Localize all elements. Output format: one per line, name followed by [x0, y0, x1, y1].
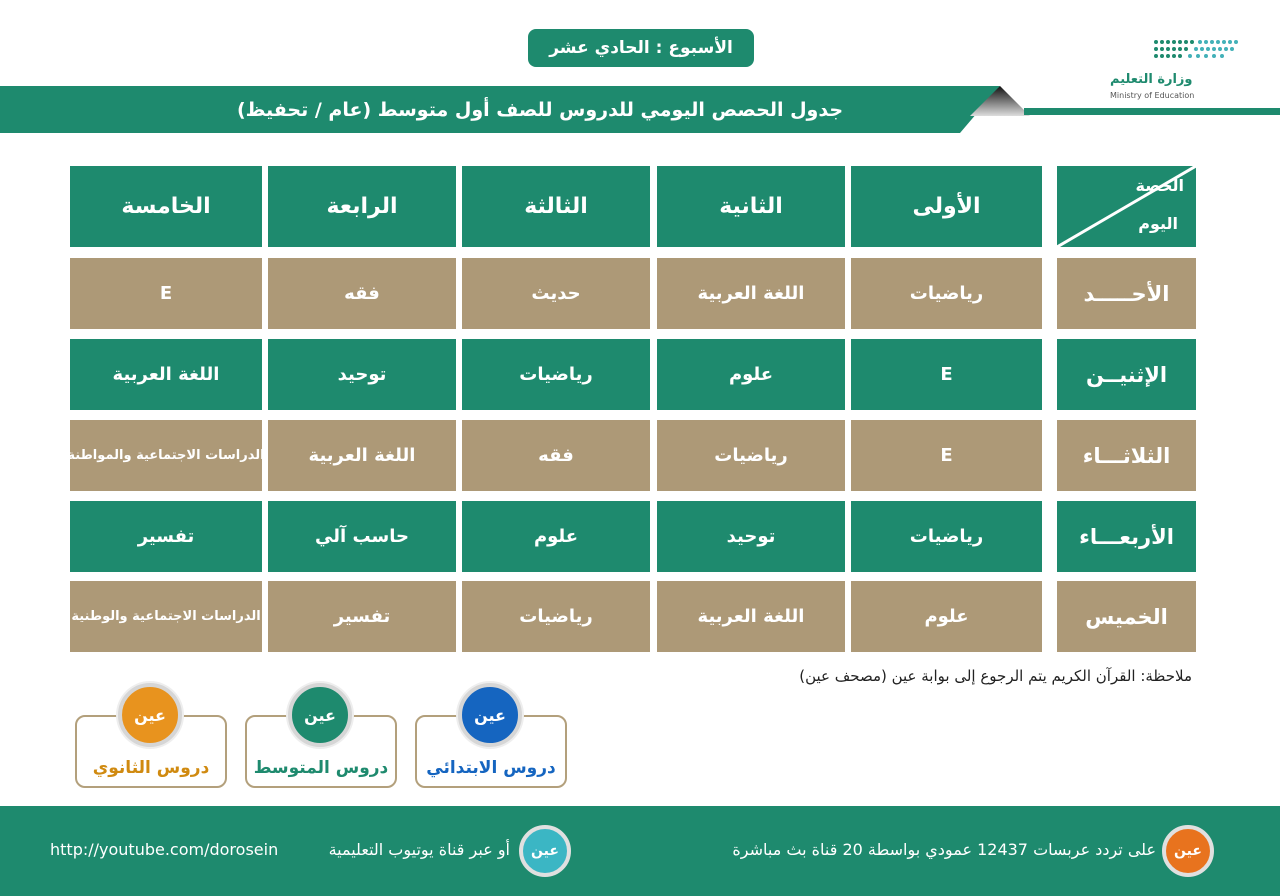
day-cell: الأربعـــاء: [1057, 501, 1196, 572]
week-badge: الأسبوع : الحادي عشر: [528, 29, 754, 67]
ministry-name-en: Ministry of Education: [1110, 91, 1195, 100]
table-cell: توحيد: [657, 501, 845, 572]
youtube-link[interactable]: http://youtube.com/dorosein: [50, 840, 279, 859]
note-text: ملاحظة: القرآن الكريم يتم الرجوع إلى بوابة عين (مصحف عين): [799, 667, 1192, 685]
youtube-info: أو عبر قناة يوتيوب التعليمية: [328, 840, 510, 859]
table-cell: علوم: [462, 501, 650, 572]
table-cell: تفسير: [268, 581, 456, 652]
footer-bar: [0, 806, 1280, 896]
table-cell: E: [70, 258, 262, 329]
day-cell: الثلاثـــاء: [1057, 420, 1196, 491]
table-cell: رياضيات: [462, 581, 650, 652]
ministry-logo: [1100, 34, 1210, 104]
table-cell: الدراسات الاجتماعية والمواطنة: [70, 420, 262, 491]
table-cell: فقه: [462, 420, 650, 491]
table-cell: الدراسات الاجتماعية والوطنية: [70, 581, 262, 652]
channel-name: دروس المتوسط: [253, 758, 389, 778]
ministry-logo-icon: [1152, 34, 1242, 64]
table-cell: توحيد: [268, 339, 456, 410]
channel-name: دروس الابتدائي: [426, 758, 556, 778]
table-cell: E: [851, 420, 1042, 491]
day-cell: الإثنيــن: [1057, 339, 1196, 410]
corner-day-label: اليوم: [1138, 214, 1178, 233]
channel-logo-icon: عين: [118, 683, 182, 747]
table-cell: رياضيات: [462, 339, 650, 410]
period-header: الثالثة: [462, 166, 650, 247]
table-cell: رياضيات: [851, 258, 1042, 329]
period-header: الأولى: [851, 166, 1042, 247]
table-cell: تفسير: [70, 501, 262, 572]
table-cell: حاسب آلي: [268, 501, 456, 572]
channel-logo-icon: عين: [458, 683, 522, 747]
banner-accent: [960, 86, 1030, 116]
table-cell: رياضيات: [657, 420, 845, 491]
banner-line: [1024, 108, 1280, 115]
period-header: الرابعة: [268, 166, 456, 247]
satellite-info: على تردد عربسات 12437 عمودي بواسطة 20 قناة بث مباشرة: [732, 840, 1156, 859]
table-corner-header: [1057, 166, 1196, 247]
table-cell: E: [851, 339, 1042, 410]
table-cell: اللغة العربية: [657, 581, 845, 652]
ministry-name-ar: وزارة التعليم: [1110, 72, 1193, 87]
period-header: الخامسة: [70, 166, 262, 247]
table-cell: اللغة العربية: [657, 258, 845, 329]
table-cell: اللغة العربية: [70, 339, 262, 410]
day-cell: الأحـــــد: [1057, 258, 1196, 329]
channel-name: دروس الثانوي: [92, 758, 210, 778]
page-title: جدول الحصص اليومي للدروس للصف أول متوسط (عام / تحفيظ): [236, 98, 844, 121]
day-cell: الخميس: [1057, 581, 1196, 652]
table-cell: رياضيات: [851, 501, 1042, 572]
table-cell: اللغة العربية: [268, 420, 456, 491]
channel-logo-icon: عين: [288, 683, 352, 747]
youtube-logo-icon: عين: [519, 825, 571, 877]
table-cell: علوم: [851, 581, 1042, 652]
table-cell: فقه: [268, 258, 456, 329]
table-cell: حديث: [462, 258, 650, 329]
satellite-logo-icon: عين: [1162, 825, 1214, 877]
corner-period-label: الحصة: [1135, 176, 1184, 195]
period-header: الثانية: [657, 166, 845, 247]
table-cell: علوم: [657, 339, 845, 410]
